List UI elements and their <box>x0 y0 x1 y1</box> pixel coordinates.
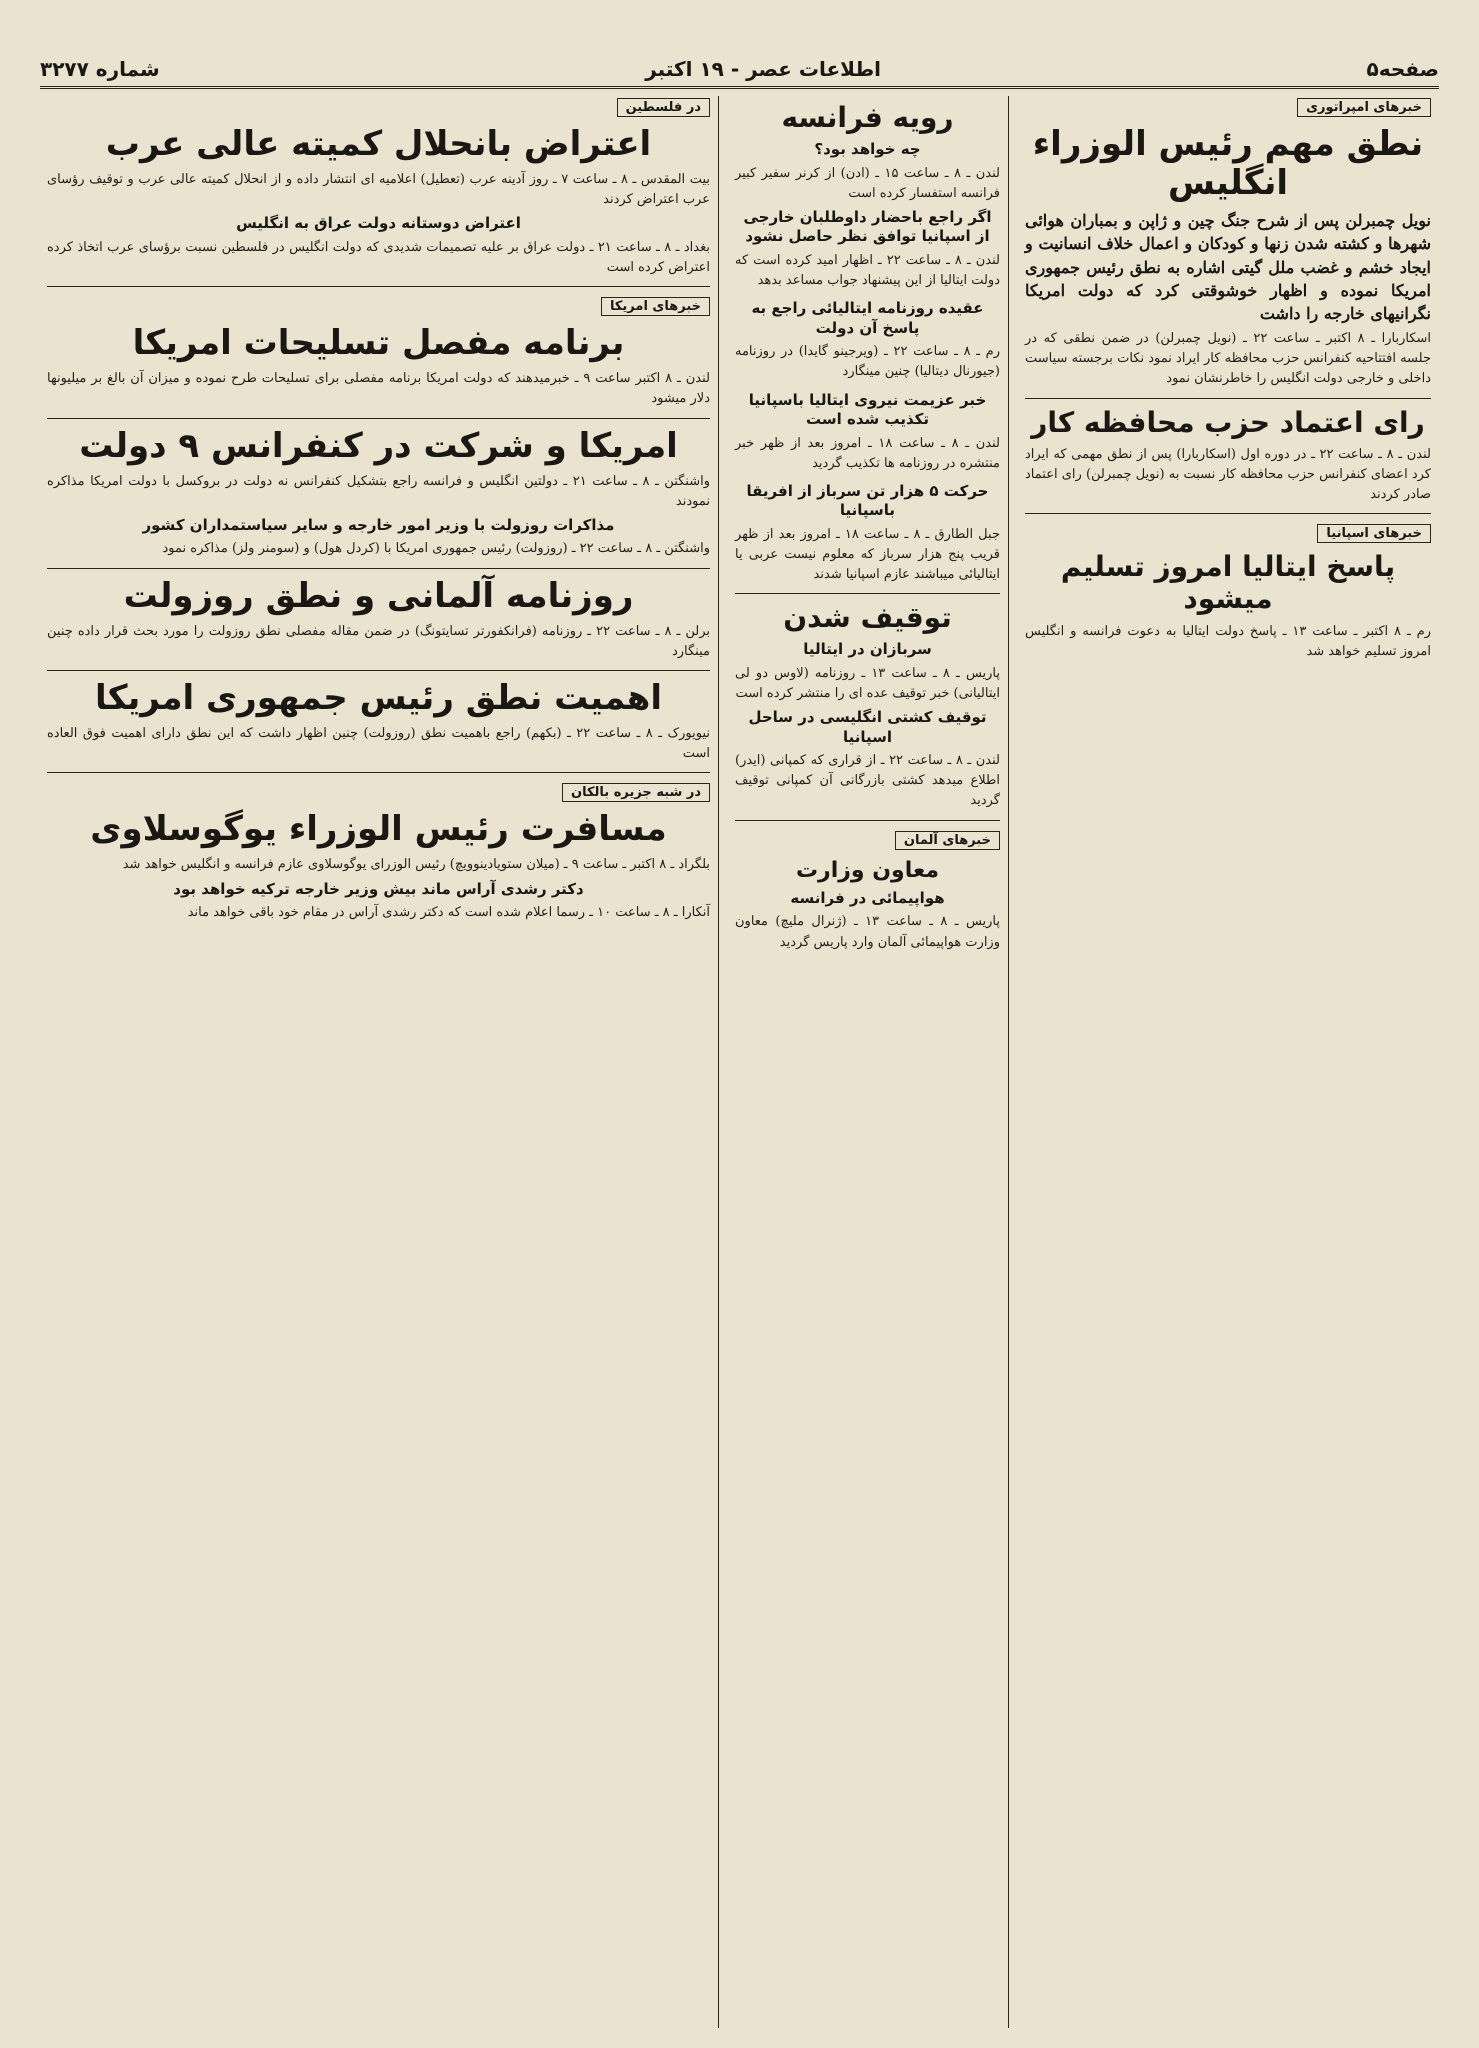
article-arrest <box>735 602 1000 811</box>
article-palestine <box>47 96 710 278</box>
divider <box>47 670 710 671</box>
article-body: لندن ـ ۸ ـ ساعت ۱۸ ـ امروز بعد از ظهر خبر منتشره در روزنامه ها تکذیب گردید <box>735 435 1001 471</box>
subheadline: سربازان در ایتالیا <box>803 640 932 659</box>
headline: نطق مهم رئیس الوزراء انگلیس <box>1032 124 1424 204</box>
column-right <box>1017 96 1439 2028</box>
masthead <box>40 52 1439 89</box>
headline: معاون وزارت <box>795 857 940 883</box>
headline: توقیف شدن <box>783 601 952 635</box>
subheadline: اگر راجع باحضار داوطلبان خارجی از اسپانیا توافق نظر حاصل نشود <box>743 207 992 246</box>
section-label: خبرهای اسپانیا <box>1317 524 1431 543</box>
article-importance <box>47 679 710 764</box>
subheadline: عقیده روزنامه ایتالیائی راجع به پاسخ آن دولت <box>751 299 984 337</box>
column-left <box>39 96 719 2028</box>
article-body: بیت المقدس ـ ۸ ـ ساعت ۷ ـ روز آدینه عرب (تعطیل) اعلامیه ای انتشار داده و از انحلال کمیته عالی عرب و توقیف رؤسای عرب اعتراض کردند <box>47 172 710 208</box>
subheadline: هواپیمائی در فرانسه <box>790 888 945 907</box>
article-body: پاریس ـ ۸ ـ ساعت ۱۳ ـ روزنامه (لاوس دو لی ایتالیانی) خبر توقیف عده ای را منتشر کرده است <box>735 665 1001 702</box>
article-body: واشنگتن ـ ۸ ـ ساعت ۲۱ ـ دولتین انگلیس و فرانسه راجع بتشکیل کنفرانس نه دولت در بروکسل با دولت امریکا مذاکره نمودند <box>47 473 711 509</box>
section-label: خبرهای آلمان <box>895 831 1000 850</box>
article-body: نیویورک ـ ۸ ـ ساعت ۲۲ ـ (بکهم) راجع باهمیت نطق (روزولت) چنین اظهار داشت که این نطق دارای اهمیت فوق العاده است <box>47 726 711 762</box>
column-middle <box>727 96 1009 2028</box>
subheadline: دکتر رشدی آراس ماند بیش وزیر خارجه ترکیه خواهد بود <box>173 879 584 898</box>
article-body: جبل الطارق ـ ۸ ـ ساعت ۱۸ ـ امروز بعد از ظهر قریب پنج هزار سرباز که معلوم نیست عربی یا ایتالیائی میباشند عازم اسپانیا شدند <box>735 526 1000 583</box>
lead-paragraph: نویل چمبرلن پس از شرح جنگ چین و ژاپن و بمباران هوائی شهرها و کشته شدن زنها و کودکان و اعمال خلاف انسانیت و ایجاد خشم و غضب ملل گیتی اشاره به نطق رئیس جمهوری امریکا نموده و اظهار خوشوقتی کرد که دولت امریکا نگرانیهای خارجه را داشت <box>1025 211 1431 323</box>
article-america-armament <box>47 295 710 409</box>
article-italy-answer <box>1025 522 1431 662</box>
article-german-press <box>47 577 710 662</box>
article-france <box>735 102 1000 291</box>
subheadline: چه خواهد بود؟ <box>814 140 921 159</box>
headline: رای اعتماد حزب محافظه کار <box>1031 405 1425 439</box>
article-body: لندن ـ ۸ ـ ساعت ۲۲ ـ از قراری که کمپانی (ایدر) اطلاع میدهد کشتی بازرگانی آن کمپانی توقیف گردید <box>735 753 1000 809</box>
headline: روزنامه آلمانی و نطق روزولت <box>123 575 634 616</box>
section-label: خبرهای امریکا <box>601 297 710 316</box>
article-body: رم ـ ۸ ـ ساعت ۲۲ ـ (ویرجینو گایدا) در روزنامه (جیورنال دیتالیا) چنین مینگارد <box>735 344 1000 380</box>
article-body: رم ـ ۸ اکتبر ـ ساعت ۱۳ ـ پاسخ دولت ایتالیا به دعوت فرانسه و انگلیس امروز تسلیم خواهد شد <box>1025 623 1431 659</box>
subheadline: حرکت ۵ هزار تن سرباز از افریقا باسپانیا <box>746 481 989 520</box>
page-number: صفحه۵ <box>1366 57 1439 81</box>
article-yugoslavia <box>47 781 710 923</box>
article-body: واشنگتن ـ ۸ ـ ساعت ۲۲ ـ (روزولت) رئیس جمهوری امریکا با (کردل هول) و (سومنر ولز) مذاکره نمود <box>162 541 710 557</box>
subheadline: خبر عزیمت نیروی ایتالیا باسپانیا تکذیب شده است <box>748 390 987 429</box>
article-body: آنکارا ـ ۸ ـ ساعت ۱۰ ـ رسما اعلام شده است که دکتر رشدی آراس در مقام خود باقی خواهد ماند <box>187 905 710 921</box>
divider <box>47 772 710 773</box>
article-body: بلگراد ـ ۸ اکتبر ـ ساعت ۹ ـ (میلان ستویادینوویچ) رئیس الوزرای یوگوسلاوی عازم فرانسه و انگلیس خواهد شد <box>122 857 710 873</box>
article-confidence-vote <box>1025 407 1431 506</box>
divider <box>47 286 710 287</box>
section-label: در شبه جزیره بالکان <box>562 783 710 802</box>
headline: پاسخ ایتالیا امروز تسلیم میشود <box>1060 550 1396 616</box>
article-body: بغداد ـ ۸ ـ ساعت ۲۱ ـ دولت عراق بر علیه تصمیمات شدیدی که دولت انگلیس در فلسطین نسبت برؤسای عرب اتخاذ کرده اعتراض کرده است <box>47 239 710 276</box>
headline: امریکا و شرکت در کنفرانس ۹ دولت <box>79 425 678 466</box>
divider <box>735 820 1000 821</box>
divider <box>735 593 1000 594</box>
article-body: لندن ـ ۸ ـ ساعت ۲۲ ـ اظهار امید کرده است که دولت ایتالیا از این پیشنهاد جواب مساعد بدهد <box>735 252 1000 289</box>
article-conference <box>47 427 710 560</box>
issue-number: شماره ۳۲۷۷ <box>40 57 160 81</box>
article-body: لندن ـ ۸ ـ ساعت ۲۲ ـ در دوره اول (اسکاربارا) پس از نطق مهمی که ایراد کرد اعضای کنفرانس حزب محافظه کار نسبت به (نویل چمبرلن) رای اعتماد صادر کردند <box>1025 446 1431 503</box>
article-body: اسکاربارا ـ ۸ اکتبر ـ ساعت ۲۲ ـ (نویل چمبرلن) در ضمن نطقی که در جلسه افتتاحیه کنفرانس حزب محافظه کار ایراد نمود نکات برجسته سیاست داخلی و خارجی دولت انگلیس را خاطرنشان نمود <box>1025 331 1431 387</box>
subheadline: مذاکرات روزولت با وزیر امور خارجه و سایر سیاستمداران کشور <box>142 515 615 534</box>
subheadline: اعتراض دوستانه دولت عراق به انگلیس <box>236 214 521 233</box>
section-label: در فلسطین <box>617 98 710 117</box>
divider <box>1025 513 1431 514</box>
divider <box>1025 398 1431 399</box>
article-body: لندن ـ ۸ اکتبر ساعت ۹ ـ خبرمیدهند که دولت امریکا برنامه مفصلی برای تسلیحات طرح نموده و میزان آن بالغ بر میلیونها دلار میشود <box>47 371 710 407</box>
divider <box>47 418 710 419</box>
headline: اهمیت نطق رئیس جمهوری امریکا <box>94 677 662 718</box>
divider <box>47 568 710 569</box>
article-body: برلن ـ ۸ ـ ساعت ۲۲ ـ روزنامه (فرانکفورتر تسایتونگ) در ضمن مقاله مفصلی نطق روزولت را مورد بحث قرار داده چنین مینگارد <box>47 623 710 659</box>
section-label: خبرهای امپراتوری <box>1297 98 1431 117</box>
subheadline: توقیف کشتی انگلیسی در ساحل اسپانیا <box>748 708 987 746</box>
article-chamberlain <box>1025 96 1431 390</box>
article-troops <box>735 482 1000 585</box>
article-body: لندن ـ ۸ ـ ساعت ۱۵ ـ (ادن) از کرنر سفیر کبیر فرانسه استفسار کرده است <box>735 165 1000 201</box>
headline: رویه فرانسه <box>781 101 954 134</box>
article-german-news <box>735 829 1000 953</box>
headline: برنامه مفصل تسلیحات امریکا <box>132 323 625 364</box>
article-denial <box>735 391 1000 474</box>
article-italy-press <box>735 299 1000 382</box>
headline: مسافرت رئیس الوزراء یوگوسلاوی <box>90 809 667 850</box>
article-body: پاریس ـ ۸ ـ ساعت ۱۳ ـ (ژنرال ملیچ) معاون وزارت هواپیمائی آلمان وارد پاریس گردید <box>735 914 1000 950</box>
paper-title-date: اطلاعات عصر - ۱۹ اکتبر <box>645 57 882 81</box>
headline: اعتراض بانحلال کمیته عالی عرب <box>105 124 652 164</box>
